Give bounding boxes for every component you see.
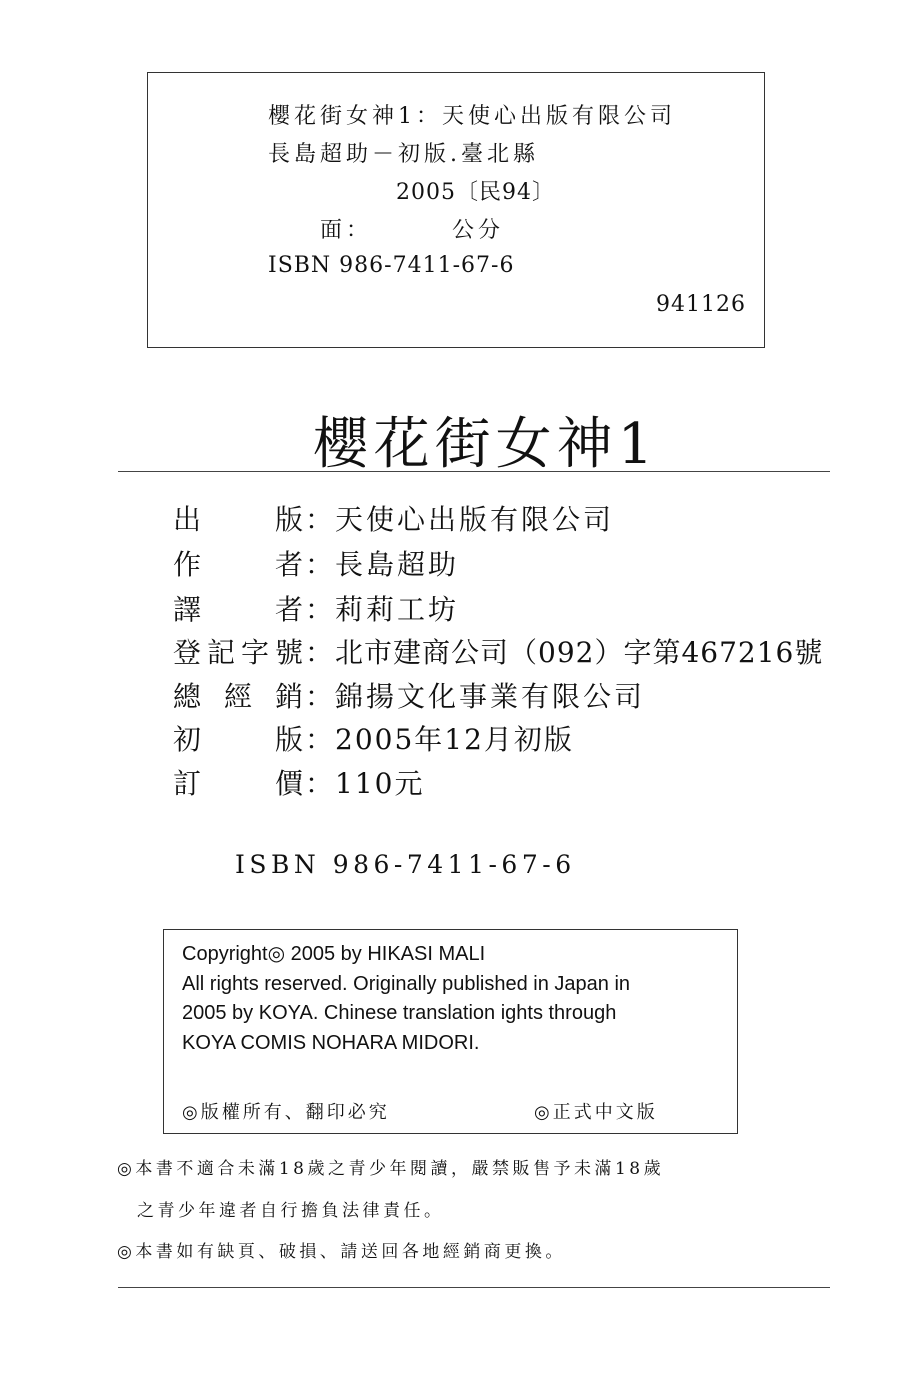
info-separator: ： (305, 636, 334, 669)
cip-line-isbn: ISBN 986-7411-67-6 (268, 253, 515, 278)
info-value: 天使心出版有限公司 (335, 503, 615, 536)
copyright-box (163, 929, 738, 1134)
info-label: 出 版 (173, 503, 303, 536)
cip-line-pages-label: 面： (320, 218, 373, 243)
info-value: 長島超助 (335, 548, 460, 581)
cip-line-author: 長島超助－初版.臺北縣 (268, 142, 539, 167)
info-value: 2005年12月初版 (335, 723, 574, 756)
info-value: 莉莉工坊 (335, 593, 460, 626)
info-separator: ： (305, 503, 334, 536)
info-separator: ： (305, 723, 334, 756)
copyright-line: Copyright◎ 2005 by HIKASI MALI (182, 943, 486, 965)
cip-line-title: 櫻花街女神1：天使心出版有限公司 (268, 104, 676, 129)
copyright-line: 2005 by KOYA. Chinese translation ights through (182, 1002, 617, 1024)
notice-defect-exchange: ◎本書如有缺頁、破損、請送回各地經銷商更換。 (117, 1242, 566, 1262)
copyright-note-reserved: ◎版權所有、翻印必究 (182, 1102, 390, 1123)
info-value: 北市建商公司（092）字第467216號 (335, 636, 824, 669)
book-title: 櫻花街女神1 (312, 412, 659, 477)
cip-box (147, 72, 765, 348)
info-label: 訂 價 (173, 767, 303, 800)
info-value: 錦揚文化事業有限公司 (335, 680, 646, 713)
info-separator: ： (305, 593, 334, 626)
cip-code: 941126 (656, 292, 746, 317)
title-divider (118, 471, 830, 472)
copyright-line: KOYA COMIS NOHARA MIDORI. (182, 1031, 480, 1054)
info-value: 110元 (335, 767, 425, 800)
info-label: 初 版 (173, 723, 303, 756)
info-separator: ： (305, 680, 334, 713)
info-label: 作 者 (173, 548, 303, 581)
copyright-text (182, 940, 630, 1058)
info-label: 登 記 字 號 (173, 636, 303, 669)
info-label: 譯 者 (173, 593, 303, 626)
info-separator: ： (305, 548, 334, 581)
info-separator: ： (305, 767, 334, 800)
copyright-note-official: ◎正式中文版 (534, 1102, 658, 1123)
isbn: ISBN 986-7411-67-6 (235, 850, 576, 879)
bottom-divider (118, 1287, 830, 1288)
notice-age-restriction: ◎本書不適合未滿18歲之青少年閱讀，嚴禁販售予未滿18歲 (117, 1159, 665, 1179)
copyright-line: All rights reserved. Originally published in Japan in (182, 972, 631, 995)
cip-line-size-label: 公分 (452, 218, 505, 243)
info-label: 總 經 銷 (173, 680, 303, 713)
cip-line-year: 2005〔民94〕 (396, 180, 555, 205)
notice-legal-responsibility: 之青少年違者自行擔負法律責任。 (137, 1201, 445, 1221)
